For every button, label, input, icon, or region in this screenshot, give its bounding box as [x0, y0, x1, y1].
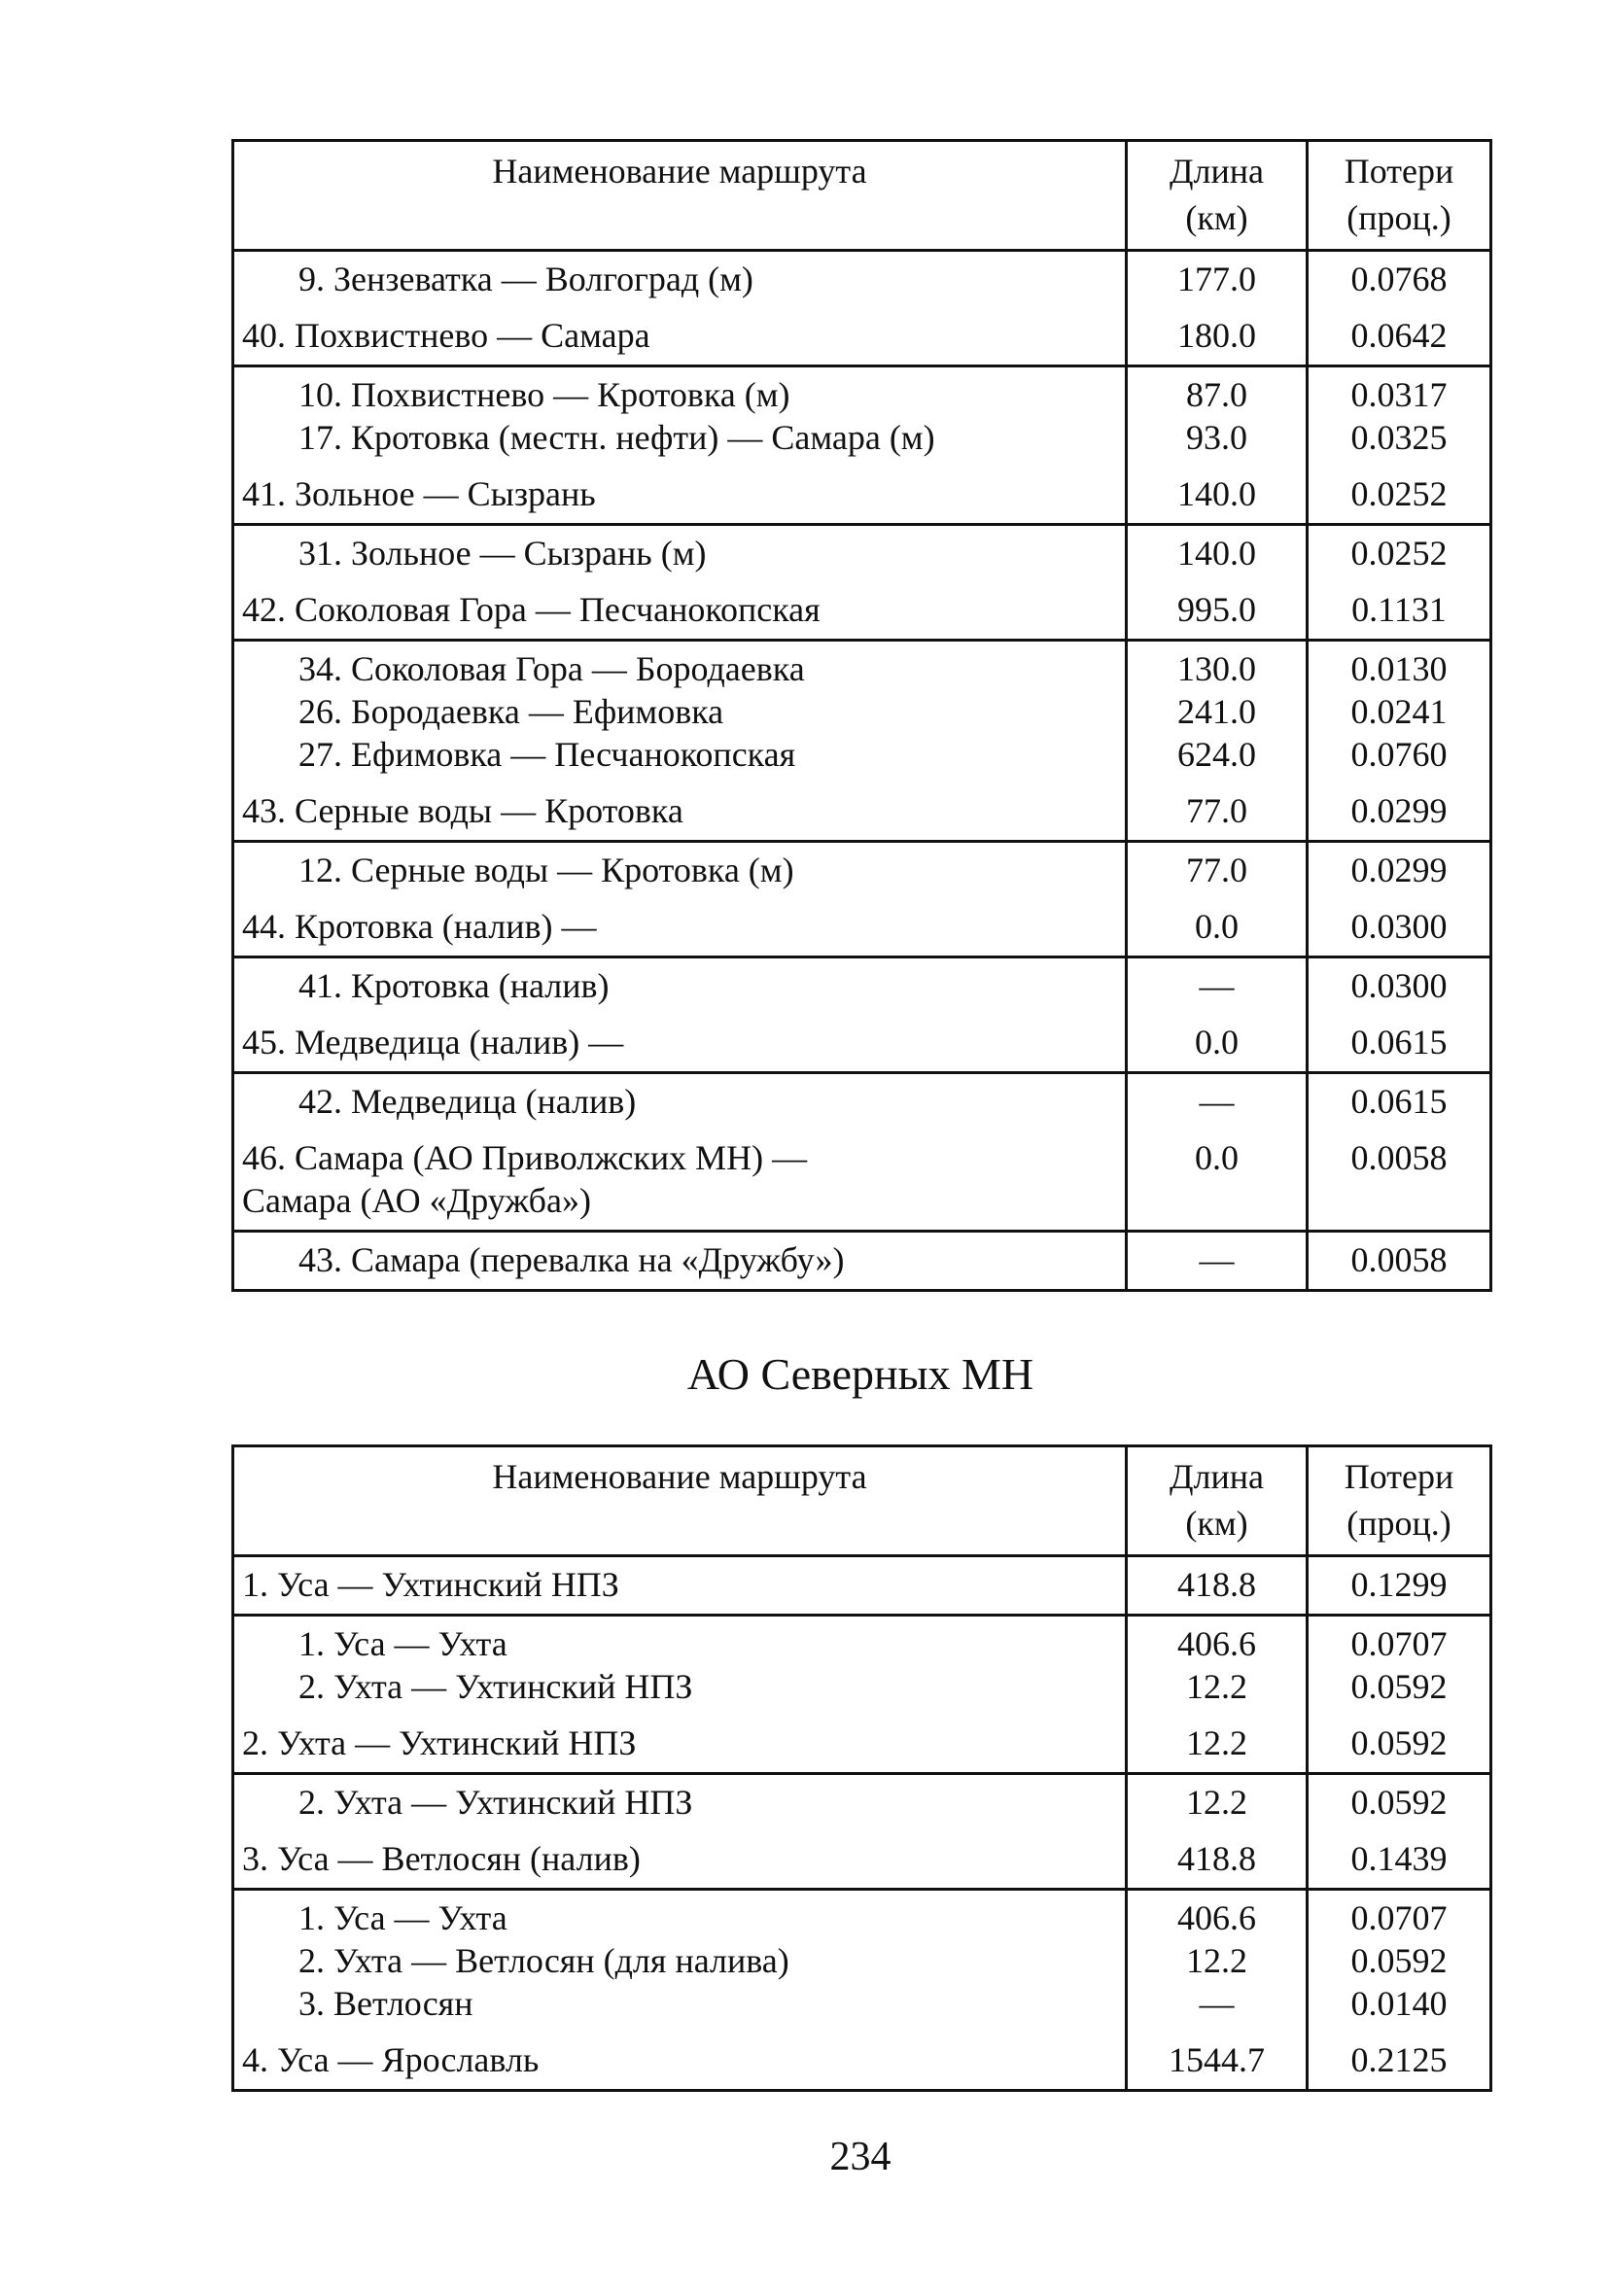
- table-row: [233, 251, 1491, 301]
- route-loss: 0.0642: [1308, 300, 1491, 366]
- table-row: [233, 1556, 1491, 1616]
- table-row: [233, 2025, 1491, 2091]
- table-row: [233, 891, 1491, 957]
- sub-route-name: 1. Уса — Ухта: [233, 1890, 1127, 1940]
- table-row: [233, 1073, 1491, 1124]
- route-group: [233, 1073, 1491, 1232]
- route-length: 995.0: [1127, 574, 1308, 641]
- table-row: [233, 690, 1491, 733]
- sub-route-name: 1. Уса — Ухта: [233, 1616, 1127, 1666]
- sub-route-length: —: [1127, 1232, 1308, 1291]
- route-length: 418.8: [1127, 1824, 1308, 1890]
- sub-route-name: 27. Ефимовка — Песчанокопская: [233, 733, 1127, 776]
- table-row: [233, 733, 1491, 776]
- route-loss: 0.0615: [1308, 1007, 1491, 1073]
- route-group: [233, 641, 1491, 842]
- route-loss: 0.0058: [1308, 1123, 1491, 1232]
- sub-route-length: 12.2: [1127, 1665, 1308, 1708]
- table-row: [233, 1007, 1491, 1073]
- route-name: 4. Уса — Ярославль: [233, 2025, 1127, 2091]
- route-loss: 0.1131: [1308, 574, 1491, 641]
- table-row: [233, 1824, 1491, 1890]
- sub-route-name: 41. Кротовка (налив): [233, 957, 1127, 1008]
- table-row: [233, 459, 1491, 525]
- sub-route-loss: 0.0300: [1308, 957, 1491, 1008]
- header-route-name: Наименование маршрута: [233, 1446, 1127, 1556]
- header-length: Длина (км): [1127, 1446, 1308, 1556]
- table-row: [233, 1890, 1491, 1940]
- sub-route-length: —: [1127, 1073, 1308, 1124]
- sub-route-length: 12.2: [1127, 1939, 1308, 1982]
- sub-route-name: 9. Зензеватка — Волгоград (м): [233, 251, 1127, 301]
- table-row: [233, 641, 1491, 691]
- route-loss: 0.0300: [1308, 891, 1491, 957]
- sub-route-loss: 0.0241: [1308, 690, 1491, 733]
- route-group: [233, 1616, 1491, 1774]
- table-row: [233, 1665, 1491, 1708]
- route-name: 41. Зольное — Сызрань: [233, 459, 1127, 525]
- sub-route-name: 26. Бородаевка — Ефимовка: [233, 690, 1127, 733]
- route-loss: 0.2125: [1308, 2025, 1491, 2091]
- route-length: 180.0: [1127, 300, 1308, 366]
- sub-route-name: 2. Ухта — Ухтинский НПЗ: [233, 1665, 1127, 1708]
- sub-route-loss: 0.0140: [1308, 1982, 1491, 2025]
- sub-route-loss: 0.0317: [1308, 366, 1491, 417]
- route-length: 0.0: [1127, 1123, 1308, 1232]
- route-loss: 0.1439: [1308, 1824, 1491, 1890]
- route-name: 40. Похвистнево — Самара: [233, 300, 1127, 366]
- route-length: 0.0: [1127, 1007, 1308, 1073]
- sub-route-length: 12.2: [1127, 1774, 1308, 1825]
- route-length: 12.2: [1127, 1708, 1308, 1774]
- table-row: [233, 1982, 1491, 2025]
- route-length: 140.0: [1127, 459, 1308, 525]
- table-row: [233, 1123, 1491, 1232]
- table-row: [233, 842, 1491, 892]
- sub-route-length: 93.0: [1127, 416, 1308, 459]
- sub-route-loss: 0.0707: [1308, 1616, 1491, 1666]
- sub-route-length: —: [1127, 957, 1308, 1008]
- sub-route-loss: 0.0760: [1308, 733, 1491, 776]
- table-row: [233, 957, 1491, 1008]
- route-name: 1. Уса — Ухтинский НПЗ: [233, 1556, 1127, 1616]
- route-name: 43. Серные воды — Кротовка: [233, 776, 1127, 842]
- sub-route-name: 42. Медведица (налив): [233, 1073, 1127, 1124]
- header-loss: Потери (проц.): [1308, 141, 1491, 251]
- sub-route-name: 10. Похвистнево — Кротовка (м): [233, 366, 1127, 417]
- sub-route-loss: 0.0707: [1308, 1890, 1491, 1940]
- sub-route-name: 17. Кротовка (местн. нефти) — Самара (м): [233, 416, 1127, 459]
- header-route-name: Наименование маршрута: [233, 141, 1127, 251]
- sub-route-name: 12. Серные воды — Кротовка (м): [233, 842, 1127, 892]
- sub-route-loss: 0.0299: [1308, 842, 1491, 892]
- sub-route-length: 406.6: [1127, 1616, 1308, 1666]
- route-length: 77.0: [1127, 776, 1308, 842]
- sub-route-loss: 0.0130: [1308, 641, 1491, 691]
- table-row: [233, 1708, 1491, 1774]
- route-group: [233, 842, 1491, 957]
- route-loss: 0.1299: [1308, 1556, 1491, 1616]
- sub-route-loss: 0.0592: [1308, 1939, 1491, 1982]
- sub-route-length: 140.0: [1127, 525, 1308, 575]
- route-group: [233, 1774, 1491, 1890]
- route-name: 46. Самара (АО Приволжских МН) — Самара (АО «Дружба»): [233, 1123, 1127, 1232]
- route-length: 418.8: [1127, 1556, 1308, 1616]
- table-header: [233, 1446, 1491, 1556]
- sub-route-length: 87.0: [1127, 366, 1308, 417]
- table-row: [233, 1939, 1491, 1982]
- route-group: [233, 366, 1491, 525]
- sub-route-name: 2. Ухта — Ветлосян (для налива): [233, 1939, 1127, 1982]
- route-name: 44. Кротовка (налив) —: [233, 891, 1127, 957]
- route-group: [233, 525, 1491, 641]
- header-loss: Потери (проц.): [1308, 1446, 1491, 1556]
- route-loss: 0.0252: [1308, 459, 1491, 525]
- sub-route-loss: 0.0592: [1308, 1774, 1491, 1825]
- page-number: 234: [829, 2135, 891, 2179]
- sub-route-length: 406.6: [1127, 1890, 1308, 1940]
- sub-route-length: 130.0: [1127, 641, 1308, 691]
- table-row: [233, 366, 1491, 417]
- route-name: 3. Уса — Ветлосян (налив): [233, 1824, 1127, 1890]
- header-length: Длина (км): [1127, 141, 1308, 251]
- route-group: [233, 1556, 1491, 1616]
- route-name: 2. Ухта — Ухтинский НПЗ: [233, 1708, 1127, 1774]
- sub-route-length: 77.0: [1127, 842, 1308, 892]
- sub-route-length: 624.0: [1127, 733, 1308, 776]
- routes-table-1: [231, 139, 1492, 1292]
- sub-route-loss: 0.0615: [1308, 1073, 1491, 1124]
- sub-route-name: 31. Зольное — Сызрань (м): [233, 525, 1127, 575]
- route-name: 42. Соколовая Гора — Песчанокопская: [233, 574, 1127, 641]
- sub-route-length: —: [1127, 1982, 1308, 2025]
- table-row: [233, 574, 1491, 641]
- route-group: [233, 957, 1491, 1073]
- sub-route-name: 34. Соколовая Гора — Бородаевка: [233, 641, 1127, 691]
- route-loss: 0.0592: [1308, 1708, 1491, 1774]
- sub-route-loss: 0.0325: [1308, 416, 1491, 459]
- sub-route-name: 43. Самара (перевалка на «Дружбу»): [233, 1232, 1127, 1291]
- sub-route-length: 241.0: [1127, 690, 1308, 733]
- route-length: 1544.7: [1127, 2025, 1308, 2091]
- sub-route-name: 2. Ухта — Ухтинский НПЗ: [233, 1774, 1127, 1825]
- table-row: [233, 525, 1491, 575]
- table-row: [233, 776, 1491, 842]
- routes-table-2: [231, 1444, 1492, 2092]
- sub-route-loss: 0.0252: [1308, 525, 1491, 575]
- table-row: [233, 1232, 1491, 1291]
- table-row: [233, 1774, 1491, 1825]
- route-length: 0.0: [1127, 891, 1308, 957]
- route-group: [233, 1890, 1491, 2091]
- sub-route-length: 177.0: [1127, 251, 1308, 301]
- table-row: [233, 1616, 1491, 1666]
- section-title: АО Северных МН: [686, 1349, 1034, 1399]
- table-row: [233, 300, 1491, 366]
- sub-route-loss: 0.0592: [1308, 1665, 1491, 1708]
- sub-route-loss: 0.0768: [1308, 251, 1491, 301]
- sub-route-name: 3. Ветлосян: [233, 1982, 1127, 2025]
- route-group: [233, 1232, 1491, 1291]
- route-name: 45. Медведица (налив) —: [233, 1007, 1127, 1073]
- table-row: [233, 416, 1491, 459]
- table-header: [233, 141, 1491, 251]
- route-loss: 0.0299: [1308, 776, 1491, 842]
- route-group: [233, 251, 1491, 366]
- sub-route-loss: 0.0058: [1308, 1232, 1491, 1291]
